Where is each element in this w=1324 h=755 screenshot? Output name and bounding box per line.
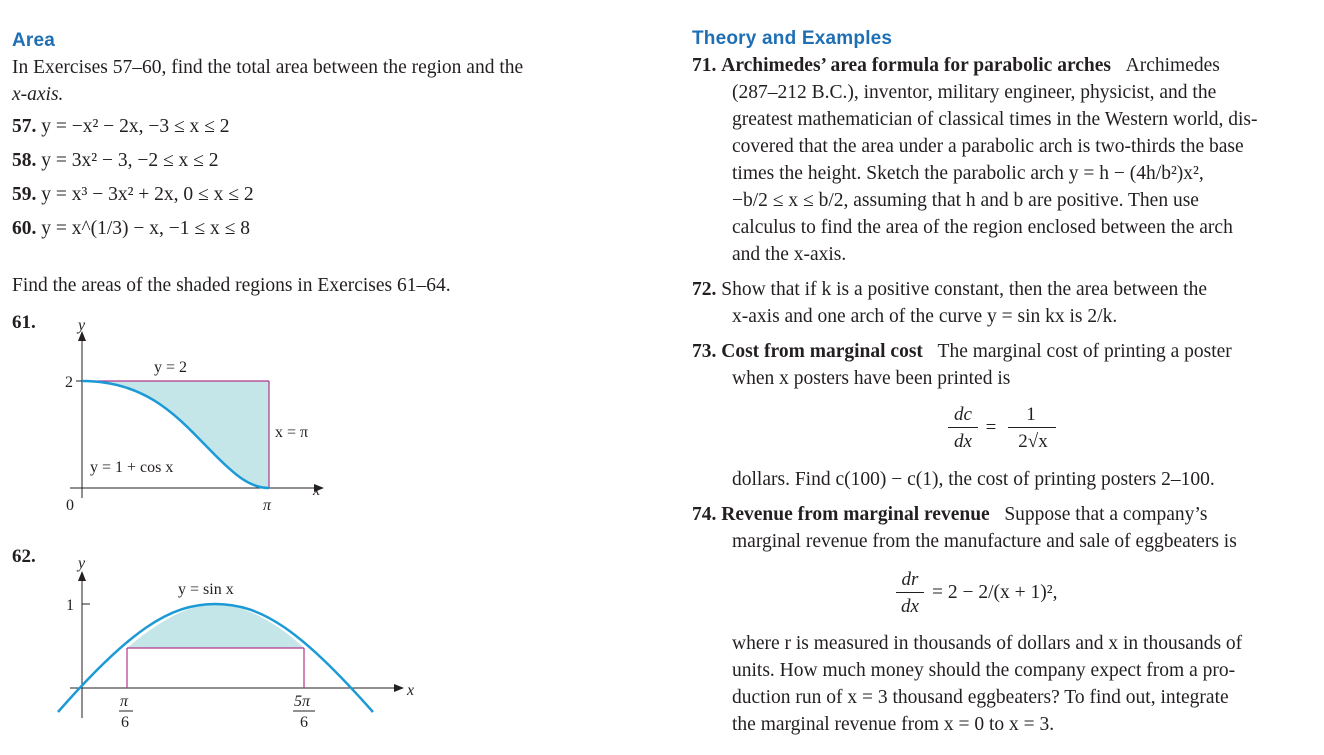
problem-text: Suppose that a company’s — [1004, 504, 1208, 525]
problem-72-line-1 — [692, 280, 1207, 300]
eq73-equals: = — [985, 417, 997, 438]
problem-73-line-2: when x posters have been printed is — [732, 368, 1011, 389]
eq73-rhs-bar — [1008, 427, 1056, 428]
fig61-y-label: y — [78, 317, 86, 334]
fig62-shaded-region — [127, 604, 304, 648]
fig62-y-arrow-icon — [78, 571, 86, 581]
intro-line-1: In Exercises 57–60, find the total area between the region and the — [12, 57, 524, 78]
problem-71-line-1 — [692, 56, 1220, 76]
fig62-tick1-den: 6 — [121, 714, 129, 731]
problem-73-after: dollars. Find c(100) − c(1), the cost of printing posters 2–100. — [732, 469, 1215, 490]
figures-canvas — [0, 0, 660, 755]
fig62-number: 62. — [12, 546, 36, 567]
eq73-lhs-den: dx — [954, 431, 972, 452]
problem-74-after-4: the marginal revenue from x = 0 to x = 3. — [732, 714, 1055, 735]
problem-72-line-2: x-axis and one arch of the curve y = sin kx is 2/k. — [732, 306, 1118, 327]
problem-74-line-1 — [692, 505, 1207, 525]
problem-71-line-6: −b/2 ≤ x ≤ b/2, assuming that h and b are positive. Then use — [732, 190, 1199, 211]
fig61-number: 61. — [12, 312, 36, 333]
exercise-text: y = 3x² − 3, −2 ≤ x ≤ 2 — [41, 150, 219, 171]
fig62-x-arrow-icon — [394, 684, 404, 692]
problem-number: 72. — [692, 279, 717, 300]
eq73-lhs-bar — [948, 427, 978, 428]
fig62-y-tick-label: 1 — [66, 597, 74, 614]
fig61-origin-label: 0 — [66, 497, 74, 514]
fig62-tick2-den: 6 — [300, 714, 308, 731]
exercise-text: y = −x² − 2x, −3 ≤ x ≤ 2 — [41, 116, 230, 137]
problem-text: Archimedes — [1125, 55, 1220, 76]
fig61-y-tick-label: 2 — [65, 374, 73, 391]
problem-71-line-7: calculus to find the area of the region enclosed between the arch — [732, 217, 1233, 238]
eq73-lhs-num: dc — [954, 404, 972, 425]
eq74-lhs-den: dx — [901, 596, 919, 617]
problem-title: Revenue from marginal revenue — [721, 504, 990, 525]
problem-title: Archimedes’ area formula for parabolic arches — [721, 55, 1112, 76]
problem-number: 73. — [692, 341, 717, 362]
exercise-number: 57. — [12, 116, 37, 137]
eq73-rhs-den: 2√x — [1018, 431, 1048, 452]
problem-text: Show that if k is a positive constant, then the area between the — [721, 279, 1207, 300]
problem-number: 71. — [692, 55, 717, 76]
theory-heading: Theory and Examples — [692, 28, 893, 49]
problem-74-line-2: marginal revenue from the manufacture and sale of eggbeaters is — [732, 531, 1237, 552]
fig62-x-label: x — [407, 682, 415, 699]
problem-73-line-1 — [692, 342, 1232, 362]
problem-71-line-4: covered that the area under a parabolic arch is two-thirds the base — [732, 136, 1244, 157]
problem-71-line-5: times the height. Sketch the parabolic arch y = h − (4h/b²)x², — [732, 163, 1204, 184]
shaded-intro: Find the areas of the shaded regions in Exercises 61–64. — [12, 275, 451, 296]
fig61-x-label: x — [313, 482, 321, 499]
area-heading: Area — [12, 30, 56, 51]
fig61-label-right: x = π — [275, 424, 309, 441]
problem-text: The marginal cost of printing a poster — [937, 341, 1232, 362]
fig62-y-label: y — [78, 555, 86, 572]
exercise-text: y = x^(1/3) − x, −1 ≤ x ≤ 8 — [41, 218, 250, 239]
fig62-tick2-num: 5π — [294, 693, 311, 710]
fig61-label-curve: y = 1 + cos x — [90, 459, 174, 476]
exercise-number: 60. — [12, 218, 37, 239]
eq74-lhs-num: dr — [901, 569, 919, 590]
fig61-x-tick-label: π — [263, 497, 272, 514]
problem-71-line-3: greatest mathematician of classical times in the Western world, dis- — [732, 109, 1258, 130]
exercise-number: 58. — [12, 150, 37, 171]
exercise-number: 59. — [12, 184, 37, 205]
problem-71-line-2: (287–212 B.C.), inventor, military engineer, physicist, and the — [732, 82, 1217, 103]
fig62-tick1-num: π — [120, 693, 129, 710]
fig62-label-curve: y = sin x — [178, 581, 234, 598]
problem-74-after-2: units. How much money should the company expect from a pro- — [732, 660, 1236, 681]
eq73-rhs-num: 1 — [1026, 404, 1036, 425]
problem-74-after-1: where r is measured in thousands of dollars and x in thousands of — [732, 633, 1243, 654]
eq74-lhs-bar — [896, 592, 924, 593]
problem-71-line-8: and the x-axis. — [732, 244, 847, 265]
problem-title: Cost from marginal cost — [721, 341, 923, 362]
exercise-text: y = x³ − 3x² + 2x, 0 ≤ x ≤ 2 — [41, 184, 254, 205]
problem-number: 74. — [692, 504, 717, 525]
fig61-label-top: y = 2 — [154, 359, 188, 376]
intro-line-2: x-axis. — [12, 84, 64, 105]
eq74-rhs: = 2 − 2/(x + 1)², — [932, 582, 1058, 603]
problem-74-after-3: duction run of x = 3 thousand eggbeaters? To find out, integrate — [732, 687, 1229, 708]
